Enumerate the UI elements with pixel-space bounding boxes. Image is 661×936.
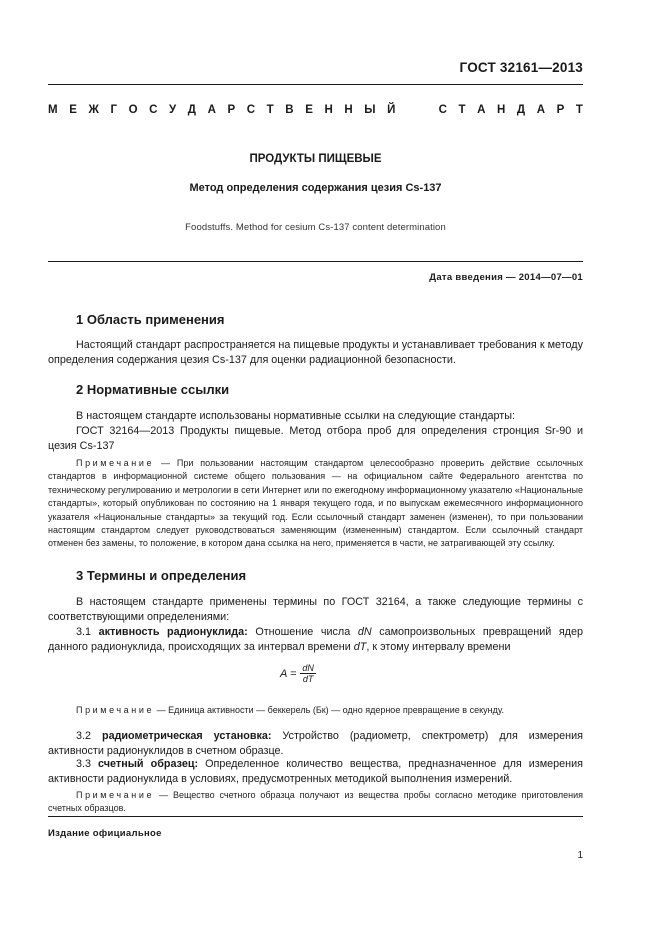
english-title: Foodstuffs. Method for cesium Cs-137 content determination bbox=[185, 222, 446, 233]
banner-letter: А bbox=[207, 104, 216, 116]
section-3-intro: В настоящем стандарте применены термины по ГОСТ 32164, а также следующие термины с соответствующими определениями: bbox=[48, 596, 583, 623]
document-number: ГОСТ 32161—2013 bbox=[459, 60, 583, 75]
banner-letter: Т bbox=[458, 104, 466, 116]
banner-letter: Е bbox=[69, 104, 77, 116]
banner-letter: Т bbox=[575, 104, 583, 116]
banner-letter: Р bbox=[227, 104, 236, 116]
banner-letter: А bbox=[477, 104, 486, 116]
title-rule bbox=[48, 261, 583, 262]
page-number: 1 bbox=[577, 850, 583, 861]
banner-letter: Й bbox=[387, 104, 396, 116]
banner-letter: Д bbox=[187, 104, 196, 116]
document-title: ПРОДУКТЫ ПИЩЕВЫЕ bbox=[249, 153, 382, 165]
note-label: Примечание bbox=[76, 458, 155, 468]
term-3-3-note: Примечание — Вещество счетного образца получают из вещества пробы согласно методике приготовления счетных образцов. bbox=[48, 790, 583, 814]
banner-letter: Ж bbox=[88, 104, 99, 116]
banner-letter: С bbox=[438, 104, 447, 116]
interstate-standard-banner bbox=[48, 104, 583, 116]
banner-letter: Н bbox=[497, 104, 506, 116]
document-subtitle: Метод определения содержания цезия Cs-137 bbox=[189, 182, 442, 194]
banner-letter: Н bbox=[344, 104, 353, 116]
banner-letter: Р bbox=[556, 104, 565, 116]
official-edition: Издание официальное bbox=[48, 828, 162, 839]
banner-letter: А bbox=[536, 104, 546, 116]
term-3-2: 3.2 радиометрическая установка: Устройство (радиометр, спектрометр) для измерения активности радионуклидов в счетном образце. bbox=[48, 730, 583, 757]
section-2-note: Примечание — При пользовании настоящим стандартом целесообразно проверить действие ссылочных стандартов в информационной системе общего пользования — на официальном сайте Федерального агентства по техническому регулированию и метрологии в сети Интернет или по ежегодному информационному указателю «Национальные стандарты», который опубликован по состоянию на 1 января текущего года, и по выпускам ежемесячного информационного указателя «Национальные стандарты» за текущий год. Если ссылочный стандарт заменен (изменен), то при пользовании настоящим стандартом следует руководствоваться заменяющим (измененным) стандартом. Если ссылочный стандарт отменен без замены, то положение, в котором дана ссылка на него, применяется в части, не затрагивающей эту ссылку. bbox=[48, 458, 583, 549]
section-2-text: В настоящем стандарте использованы нормативные ссылки на следующие стандарты: ГОСТ 32164—2013 Продукты пищевые. Метод отбора проб для определения стронция Sr-90 и цезия Cs-137 bbox=[48, 410, 583, 452]
banner-letter: В bbox=[285, 104, 294, 116]
banner-letter: Д bbox=[516, 104, 526, 116]
banner-letter: Т bbox=[266, 104, 274, 116]
section-1-text: Настоящий стандарт распространяется на пищевые продукты и устанавливает требования к методу определения содержания цезия Cs-137 для оценки радиационной безопасности. bbox=[48, 339, 583, 366]
banner-letter: Ы bbox=[364, 104, 376, 116]
footer-rule bbox=[48, 816, 583, 817]
activity-formula: A = $\frac{dN}{dT}$ bbox=[280, 663, 314, 684]
section-3-heading: 3 Термины и определения bbox=[76, 568, 247, 583]
introduction-date: Дата введения — 2014—07—01 bbox=[429, 272, 583, 283]
term-3-3: 3.3 счетный образец: Определенное количество вещества, предназначенное для измерения активности радионуклида в условиях, предусмотренных методикой выполнения измерений. bbox=[48, 758, 584, 785]
banner-letter: У bbox=[169, 104, 177, 116]
term-3-1-note: Примечание — Единица активности — беккерель (Бк) — одно ядерное превращение в секунду. bbox=[76, 705, 504, 715]
banner-letter: О bbox=[128, 104, 138, 116]
banner-letter: Н bbox=[324, 104, 333, 116]
section-2-heading: 2 Нормативные ссылки bbox=[76, 382, 230, 397]
banner-letter: Е bbox=[305, 104, 313, 116]
banner-letter: М bbox=[48, 104, 58, 116]
banner-letter: Г bbox=[110, 104, 117, 116]
top-rule bbox=[48, 84, 583, 85]
section-1-heading: 1 Область применения bbox=[76, 312, 225, 327]
formula-fraction: $\frac{dN}{dT}$ bbox=[302, 663, 314, 684]
term-3-1: 3.1 активность радионуклида: Отношение числа dN самопроизвольных превращений ядер данного радионуклида, происходящих за интервал времени dT, к этому интервалу времени bbox=[48, 626, 583, 653]
banner-letter: С bbox=[246, 104, 256, 116]
banner-letter: С bbox=[149, 104, 158, 116]
banner-gap bbox=[407, 104, 427, 116]
